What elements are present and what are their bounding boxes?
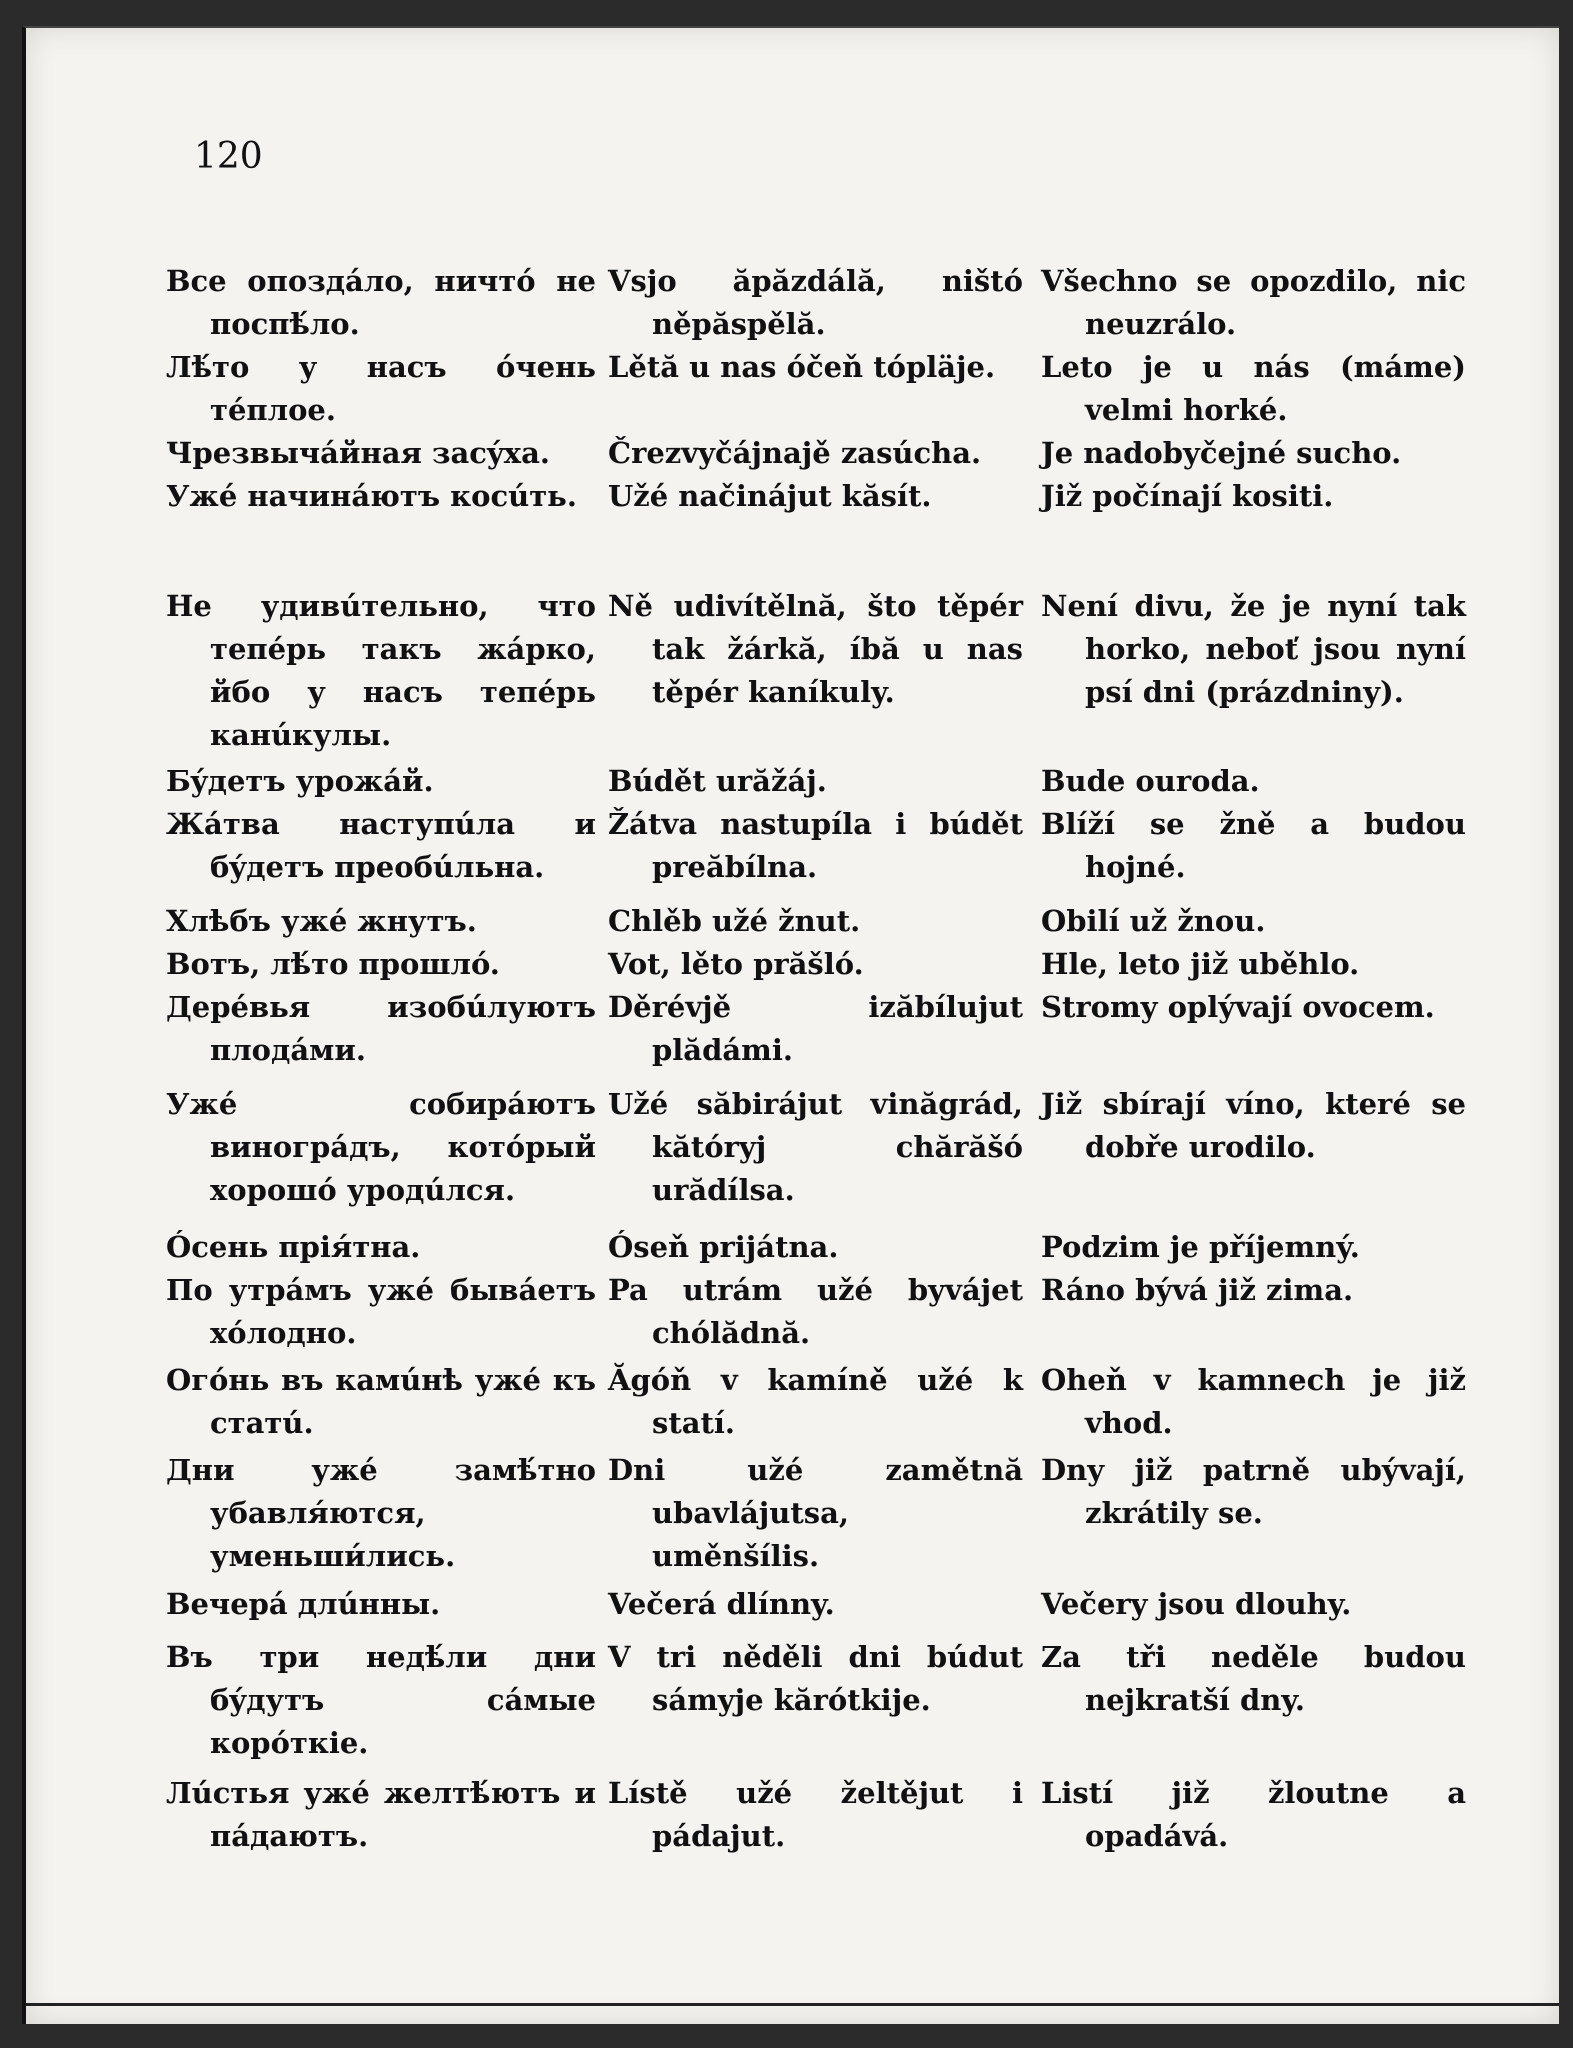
czech-entry: Podzim je příjemný. xyxy=(1041,1230,1360,1264)
page-number: 120 xyxy=(194,136,263,177)
transliteration-entry: Črezvyčájnajě zasúcha. xyxy=(608,436,982,470)
czech-entry: Listí již žloutne a opadává. xyxy=(1041,1776,1466,1853)
czech-entry: Blíží se žně a budou hojné. xyxy=(1041,807,1466,884)
transliteration-entry: Vot, lěto prăšló. xyxy=(608,947,864,981)
russian-entry: Огóнь въ камúнѣ ужé къ статú. xyxy=(166,1363,596,1440)
transliteration-entry: Večerá dlínny. xyxy=(608,1587,835,1621)
russian-entry: Лѣ́то у насъ óчень тéплое. xyxy=(166,350,596,427)
russian-entry: По утрáмъ ужé бывáетъ хóлодно. xyxy=(166,1273,596,1350)
transliteration-entry: Žátva nastupíla i búdět preăbílna. xyxy=(608,807,1023,884)
russian-entry: Хлѣбъ ужé жнутъ. xyxy=(166,904,477,938)
transliteration-entry: Óseň prijátna. xyxy=(608,1230,839,1264)
transliteration-entry: Užé săbirájut vinăgrád, kătóryj chărăšó urădílsa. xyxy=(608,1087,1023,1207)
russian-entry: Не удивúтельно, что тепéрь такъ жáрко, йбо у насъ тепéрь канúкулы. xyxy=(166,589,596,752)
transliteration-entry: Lětă u nas óčeň tópläje. xyxy=(608,350,996,384)
transliteration-entry: Vsjo ăpăzdálă, ništó něpăspělă. xyxy=(608,264,1023,341)
czech-entry: Bude ouroda. xyxy=(1041,764,1260,798)
russian-entry: Дни ужé замѣ́тно убавля́ются, уменьши́лись. xyxy=(166,1453,596,1573)
transliteration-entry: Dni užé zamětnă ubavlájutsa, uměnšílis. xyxy=(608,1453,1023,1573)
book-page xyxy=(22,26,1559,2024)
page-bottom-edge xyxy=(26,2003,1559,2006)
russian-entry: Вотъ, лѣ́то прошлó. xyxy=(166,947,500,981)
transliteration-entry: Ně udivítělnă, što těpér tak žárkă, íbă u nas těpér kaníkuly. xyxy=(608,589,1023,709)
czech-entry: Již sbírají víno, které se dobře urodilo. xyxy=(1041,1087,1466,1164)
czech-entry: Hle, leto již uběhlo. xyxy=(1041,947,1360,981)
czech-entry: Večery jsou dlouhy. xyxy=(1041,1587,1352,1621)
transliteration-entry: Búdět urăžáj. xyxy=(608,764,827,798)
czech-entry: Není divu, že je nyní tak horko, neboť jsou nyní psí dni (prázdniny). xyxy=(1041,589,1466,709)
czech-entry: Leto je u nás (máme) velmi horké. xyxy=(1041,350,1466,427)
transliteration-entry: V tri něděli dni búdut sámyje kărótkije. xyxy=(608,1640,1023,1717)
transliteration-entry: Ăgóň v kamíně užé k statí. xyxy=(608,1363,1023,1440)
transliteration-entry: Užé načinájut kăsít. xyxy=(608,479,932,513)
russian-entry: Все опоздáло, ничтó не поспѣ́ло. xyxy=(166,264,596,341)
transliteration-entry: Děrévjě izăbílujut plădámi. xyxy=(608,990,1023,1067)
czech-entry: Za tři neděle budou nejkratší dny. xyxy=(1041,1640,1466,1717)
russian-entry: Лúстья ужé желтѣ́ютъ и пáдаютъ. xyxy=(166,1776,596,1853)
transliteration-entry: Lístě užé želtějut i pádajut. xyxy=(608,1776,1023,1853)
czech-entry: Ráno bývá již zima. xyxy=(1041,1273,1354,1307)
czech-entry: Obilí už žnou. xyxy=(1041,904,1266,938)
czech-entry: Oheň v kamnech je již vhod. xyxy=(1041,1363,1466,1440)
russian-entry: Бýдетъ урожáй. xyxy=(166,764,434,798)
russian-entry: Вечерá длúнны. xyxy=(166,1587,441,1621)
russian-entry: Жáтва наступúла и бýдетъ преобúльна. xyxy=(166,807,596,884)
czech-entry: Je nadobyčejné sucho. xyxy=(1041,436,1402,470)
czech-entry: Všechno se opozdilo, nic neuzrálo. xyxy=(1041,264,1466,341)
transliteration-entry: Pa utrám užé byvájet chólădnă. xyxy=(608,1273,1023,1350)
transliteration-entry: Chlěb užé žnut. xyxy=(608,904,861,938)
russian-entry: Óсень прiя́тна. xyxy=(166,1230,421,1264)
russian-entry: Чрезвычáйная засýха. xyxy=(166,436,550,470)
russian-entry: Ужé начинáютъ косúть. xyxy=(166,479,577,513)
russian-entry: Ужé собирáютъ виногрáдъ, котóрый хорошó уродúлся. xyxy=(166,1087,596,1207)
russian-entry: Дерéвья изобúлуютъ плодáми. xyxy=(166,990,596,1067)
czech-entry: Stromy oplývají ovocem. xyxy=(1041,990,1435,1024)
czech-entry: Již počínají kositi. xyxy=(1041,479,1334,513)
czech-entry: Dny již patrně ubývají, zkrátily se. xyxy=(1041,1453,1466,1530)
russian-entry: Въ три недѣ́ли дни бýдутъ сáмые корóткiе. xyxy=(166,1640,596,1760)
